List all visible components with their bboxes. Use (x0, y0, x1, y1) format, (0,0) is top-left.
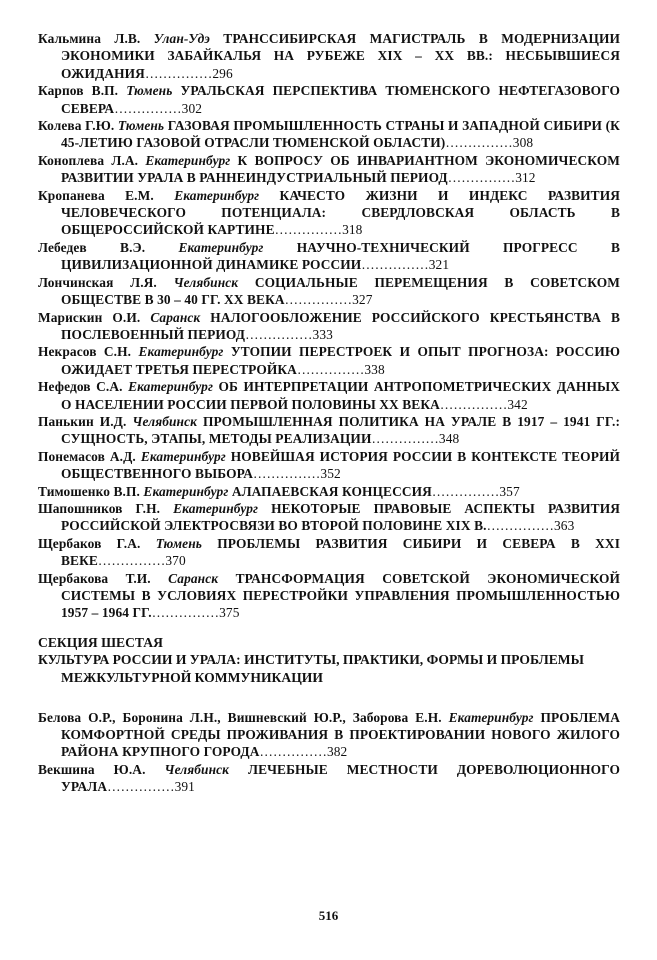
leader-dots: …………… (252, 466, 321, 482)
entry-page-number: 321 (428, 257, 450, 273)
entry-author: Белова О.Р., Боронина Л.Н., Вишневский Ю.Р., Заборова Е.Н. (38, 709, 442, 725)
entry-author: Лебедев В.Э. (38, 239, 146, 255)
entry-title: ОБ ИНТЕРПРЕТАЦИИ АНТРОПОМЕТРИЧЕСКИХ ДАННЫХ О НАСЕЛЕНИИ РОССИИ ПЕРВОЙ ПОЛОВИНЫ XX ВЕКА (61, 379, 620, 412)
toc-entry (38, 570, 620, 622)
entry-city: Тюмень (117, 118, 165, 134)
toc-entry (38, 30, 620, 82)
entry-page-number: 302 (181, 100, 203, 116)
entry-title: НОВЕЙШАЯ ИСТОРИЯ РОССИИ В КОНТЕКСТЕ ТЕОРИЙ ОБЩЕСТВЕННОГО ВЫБОРА (61, 448, 621, 482)
entry-author: Колева Г.Ю. (38, 118, 115, 134)
entry-title: УТОПИИ ПЕРЕСТРОЕК И ОПЫТ ПРОГНОЗА: РОССИЮ ОЖИДАЕТ ТРЕТЬЯ ПЕРЕСТРОЙКА (61, 344, 621, 377)
entry-page-number: 357 (499, 483, 520, 499)
entry-city: Екатеринбург (143, 483, 229, 499)
leader-dots: …………… (114, 100, 182, 116)
section-label: СЕКЦИЯ ШЕСТАЯ (38, 634, 163, 650)
entry-city: Екатеринбург (128, 379, 214, 395)
toc-entry (38, 709, 620, 761)
section-heading (38, 634, 620, 687)
entry-author: Векшина Ю.А. (38, 761, 146, 777)
entry-title: ПРОМЫШЛЕННАЯ ПОЛИТИКА НА УРАЛЕ В 1917 – 1941 ГГ.: СУЩНОСТЬ, ЭТАПЫ, МЕТОДЫ РЕАЛИЗАЦИИ (61, 413, 621, 447)
entry-author: Кальмина Л.В. (38, 31, 141, 46)
entry-author: Лончинская Л.Я. (38, 274, 157, 290)
entry-title: ПРОБЛЕМА КОМФОРТНОЙ СРЕДЫ ПРОЖИВАНИЯ В ПРОЕКТИРОВАНИИ НОВОГО ЖИЛОГО РАЙОНА КРУПНОГО ГОРОДА (61, 709, 620, 760)
entry-title: СОЦИАЛЬНЫЕ ПЕРЕМЕЩЕНИЯ В СОВЕТСКОМ ОБЩЕСТВЕ В 30 – 40 ГГ. XX ВЕКА (61, 274, 620, 308)
entry-city: Челябинск (164, 761, 230, 777)
entry-city: Саранск (168, 570, 219, 586)
entry-city: Екатеринбург (178, 239, 264, 255)
toc-entry (38, 239, 620, 274)
leader-dots: …………… (107, 779, 175, 795)
entry-author: Некрасов С.Н. (38, 344, 132, 360)
entry-title: ТРАНССИБИРСКАЯ МАГИСТРАЛЬ В МОДЕРНИЗАЦИИ ЭКОНОМИКИ ЗАБАЙКАЛЬЯ НА РУБЕЖЕ XIX – XX ВВ.: НЕСБЫВШИЕСЯ ОЖИДАНИЯ (61, 31, 621, 81)
entry-title: НАУЧНО-ТЕХНИЧЕСКИЙ ПРОГРЕСС В ЦИВИЛИЗАЦИОННОЙ ДИНАМИКЕ РОССИИ (61, 239, 621, 273)
leader-dots: …………… (144, 65, 213, 81)
entry-city: Улан-Удэ (153, 31, 210, 46)
leader-dots: …………… (361, 257, 429, 273)
toc-entry (38, 187, 620, 239)
entry-city: Екатеринбург (448, 709, 534, 725)
entry-author: Щербакова Т.И. (38, 570, 151, 586)
entry-page-number: 375 (219, 605, 240, 621)
entry-title: КАЧЕСТО ЖИЗНИ И ИНДЕКС РАЗВИТИЯ ЧЕЛОВЕЧЕСКОГО ПОТЕНЦИАЛА: СВЕРДЛОВСКАЯ ОБЛАСТЬ В ОБЩЕРОССИЙСКОЙ КАРТИНЕ (61, 187, 620, 238)
entry-city: Челябинск (132, 413, 197, 429)
toc-entry (38, 309, 620, 344)
toc-entry (38, 483, 620, 500)
entry-title: ЛЕЧЕБНЫЕ МЕСТНОСТИ ДОРЕВОЛЮЦИОННОГО УРАЛА (61, 761, 620, 795)
entry-title: К ВОПРОСУ ОБ ИНВАРИАНТНОМ ЭКОНОМИЧЕСКОМ РАЗВИТИИ УРАЛА В РАННЕИНДУСТРИАЛЬНЫЙ ПЕРИОД (61, 152, 620, 186)
entry-page-number: 318 (342, 222, 363, 238)
toc-entry (38, 82, 620, 117)
leader-dots: …………… (486, 518, 555, 534)
entry-author: Щербаков Г.А. (38, 535, 141, 551)
entry-page-number: 370 (165, 553, 186, 569)
leader-dots: …………… (439, 396, 508, 412)
toc-entry (38, 152, 620, 187)
entry-author: Шапошников Г.Н. (38, 500, 161, 516)
leader-dots: …………… (259, 744, 327, 760)
entry-author: Тимошенко В.П. (38, 483, 140, 499)
entry-city: Тюмень (155, 535, 202, 551)
entry-author: Понемасов А.Д. (38, 448, 136, 464)
entry-author: Кропанева Е.М. (38, 187, 154, 203)
toc-entry-list (38, 30, 620, 622)
leader-dots: …………… (245, 326, 313, 342)
entry-page-number: 333 (312, 326, 333, 342)
entry-author: Коноплева Л.А. (38, 152, 139, 168)
page-number: 516 (318, 908, 339, 923)
entry-page-number: 308 (512, 135, 534, 151)
entry-page-number: 348 (438, 431, 460, 447)
toc-entry (38, 274, 620, 309)
entry-city: Челябинск (173, 274, 239, 290)
entry-page-number: 391 (174, 779, 195, 795)
leader-dots: …………… (445, 135, 513, 151)
toc-entry (38, 535, 620, 570)
entry-title: ПРОБЛЕМЫ РАЗВИТИЯ СИБИРИ И СЕВЕРА В XXI ВЕКЕ (61, 535, 621, 569)
entry-page-number: 312 (515, 170, 536, 186)
entry-city: Екатеринбург (145, 152, 231, 168)
section-spacer (38, 687, 620, 709)
entry-title: УРАЛЬСКАЯ ПЕРСПЕКТИВА ТЮМЕНСКОГО НЕФТЕГАЗОВОГО СЕВЕРА (61, 83, 620, 116)
leader-dots: …………… (431, 483, 500, 499)
leader-dots: …………… (274, 222, 343, 238)
entry-city: Саранск (150, 309, 201, 325)
toc-entry (38, 343, 620, 378)
entry-author: Нефедов С.А. (38, 379, 123, 395)
leader-dots: …………… (371, 431, 439, 447)
entry-page-number: 338 (364, 361, 385, 377)
leader-dots: …………… (296, 361, 365, 377)
entry-city: Екатеринбург (138, 344, 224, 360)
toc-entry (38, 117, 620, 152)
toc-entry (38, 413, 620, 448)
toc-entry (38, 378, 620, 413)
toc-entry (38, 500, 620, 535)
leader-dots: …………… (447, 170, 516, 186)
toc-entry (38, 761, 620, 796)
entry-title: ГАЗОВАЯ ПРОМЫШЛЕННОСТЬ СТРАНЫ И ЗАПАДНОЙ СИБИРИ (К 45-ЛЕТИЮ ГАЗОВОЙ ОТРАСЛИ ТЮМЕНСКОЙ ОБЛАСТИ) (61, 118, 620, 151)
entry-page-number: 352 (320, 466, 341, 482)
entry-page-number: 363 (554, 518, 575, 534)
toc-entry (38, 448, 620, 483)
entry-author: Карпов В.П. (38, 83, 119, 99)
entry-page-number: 342 (507, 396, 528, 412)
leader-dots: …………… (97, 553, 166, 569)
entry-title: АЛАПАЕВСКАЯ КОНЦЕССИЯ (231, 483, 432, 499)
leader-dots: …………… (284, 292, 353, 308)
entry-city: Екатеринбург (140, 448, 226, 464)
entry-page-number: 296 (212, 65, 233, 81)
section-title: КУЛЬТУРА РОССИИ И УРАЛА: ИНСТИТУТЫ, ПРАКТИКИ, ФОРМЫ И ПРОБЛЕМЫ МЕЖКУЛЬТУРНОЙ КОММУНИКАЦИИ (38, 652, 584, 685)
entry-title: ТРАНСФОРМАЦИЯ СОВЕТСКОЙ ЭКОНОМИЧЕСКОЙ СИСТЕМЫ В УСЛОВИЯХ ПЕРЕСТРОЙКИ УПРАВЛЕНИЯ ПРОМЫШЛЕННОСТЬЮ 1957 – 1964 ГГ. (61, 570, 621, 621)
entry-author: Панькин И.Д. (38, 413, 127, 429)
entry-title: НЕКОТОРЫЕ ПРАВОВЫЕ АСПЕКТЫ РАЗВИТИЯ РОССИЙСКОЙ ЭЛЕКТРОСВЯЗИ ВО ВТОРОЙ ПОЛОВИНЕ XIX В. (61, 500, 620, 534)
entry-author: Марискин О.И. (38, 309, 141, 325)
entry-city: Екатеринбург (174, 187, 260, 203)
entry-city: Тюмень (126, 83, 173, 99)
section-entry-list (38, 709, 620, 796)
entry-page-number: 382 (326, 744, 348, 760)
toc-page (38, 30, 620, 796)
entry-title: НАЛОГООБЛОЖЕНИЕ РОССИЙСКОГО КРЕСТЬЯНСТВА В ПОСЛЕВОЕННЫЙ ПЕРИОД (61, 309, 621, 342)
leader-dots: …………… (151, 605, 220, 621)
entry-city: Екатеринбург (173, 500, 259, 516)
entry-page-number: 327 (352, 292, 373, 308)
